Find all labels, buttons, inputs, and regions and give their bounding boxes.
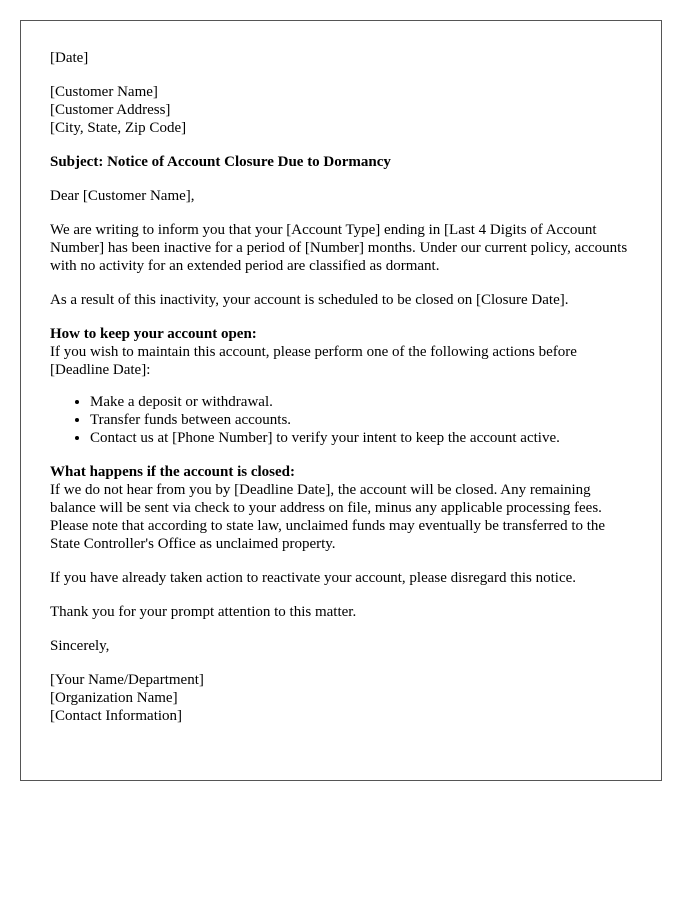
recipient-name: [Customer Name] [50,84,158,100]
list-item: • Contact us at [Phone Number] to verify your intent to keep the account active. [90,429,633,447]
list-item: • Transfer funds between accounts. [90,411,633,429]
signature-name: [Your Name/Department] [50,672,204,688]
closing-line: Sincerely, [50,638,110,654]
recipient-block [50,83,633,137]
keep-open-heading: How to keep your account open: [50,326,257,342]
letter-page [20,20,662,781]
signature-organization: [Organization Name] [50,690,178,706]
keep-open-text: If you wish to maintain this account, please perform one of the following actions before [Deadline Date]: [50,344,577,378]
if-closed-heading: What happens if the account is closed: [50,464,296,480]
recipient-address: [Customer Address] [50,102,171,118]
if-closed-text: If we do not hear from you by [Deadline Date], the account will be closed. Any remaining balance will be sent via check to your address on file, minus any applicable processing fees. Please note that according to state law, unclaimed funds may eventually be transferred to the State Controller's Office as unclaimed property. [50,482,606,552]
if-closed-section [50,463,633,553]
intro-paragraph: We are writing to inform you that your [Account Type] ending in [Last 4 Digits of Account Number] has been inactive for a period of [Number] months. Under our current policy, accounts with no activity for an extended period are classified as dormant. [50,222,628,274]
signature-block [50,671,633,725]
action-list [50,393,633,447]
signature-contact: [Contact Information] [50,708,183,724]
reactivated-paragraph: If you have already taken action to reactivate your account, please disregard this notice. [50,570,577,586]
date-line: [Date] [50,50,89,66]
thanks-paragraph: Thank you for your prompt attention to this matter. [50,604,357,620]
subject-line: Subject: Notice of Account Closure Due to Dormancy [50,154,391,170]
salutation: Dear [Customer Name], [50,188,195,204]
list-item: • Make a deposit or withdrawal. [90,393,633,411]
closure-schedule-paragraph: As a result of this inactivity, your account is scheduled to be closed on [Closure Date]. [50,292,569,308]
keep-open-section [50,325,633,379]
recipient-city-state-zip: [City, State, Zip Code] [50,120,187,136]
